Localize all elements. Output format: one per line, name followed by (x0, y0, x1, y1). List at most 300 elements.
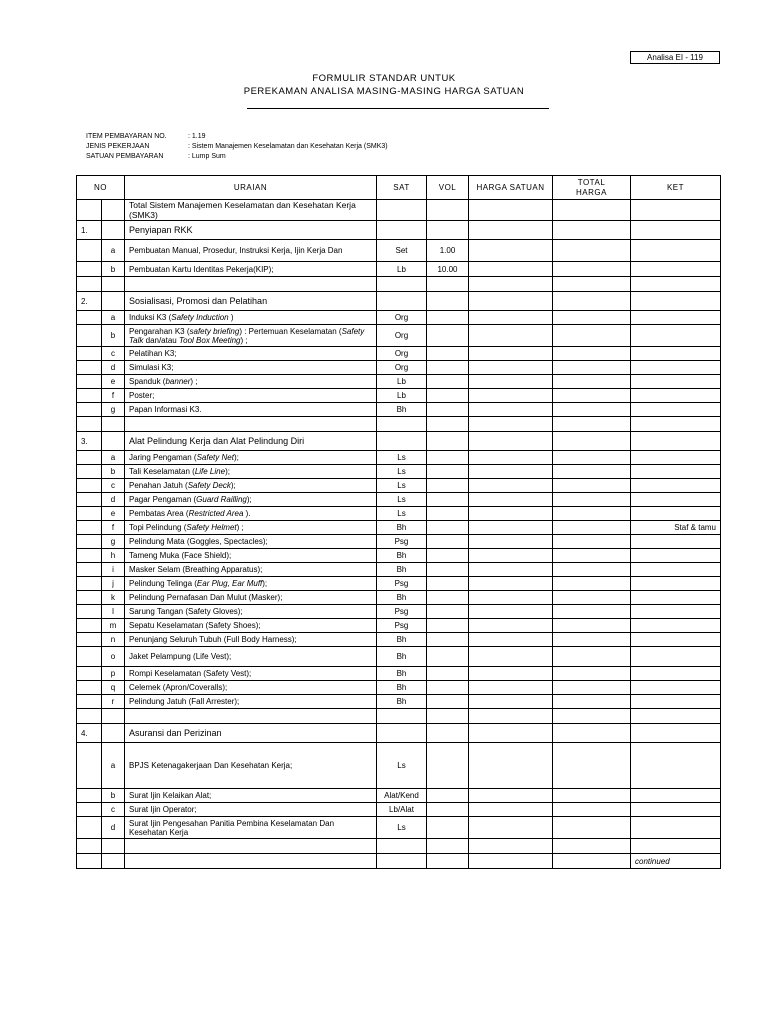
cell-total (553, 240, 631, 262)
cell-harga (469, 240, 553, 262)
cell-ket (631, 681, 721, 695)
cell-vol (427, 507, 469, 521)
table-row (77, 347, 721, 361)
cell-ket (631, 479, 721, 493)
cell-sat (377, 839, 427, 854)
cell-ket (631, 633, 721, 647)
cell-vol (427, 200, 469, 221)
cell-harga (469, 347, 553, 361)
cell-harga (469, 521, 553, 535)
cell-harga (469, 647, 553, 667)
table-row (77, 277, 721, 292)
cell-ket (631, 292, 721, 311)
table-row (77, 451, 721, 465)
cell-ket (631, 724, 721, 743)
cell-sat: Org (377, 347, 427, 361)
cell-sat: Org (377, 361, 427, 375)
analysis-table (76, 175, 721, 869)
cell-vol (427, 577, 469, 591)
cell-vol (427, 667, 469, 681)
table-row (77, 743, 721, 789)
cell-sub: b (102, 325, 125, 347)
cell-sub: r (102, 695, 125, 709)
cell-no (77, 563, 102, 577)
cell-sub: l (102, 605, 125, 619)
cell-sat: Ls (377, 743, 427, 789)
col-vol: VOL (427, 176, 469, 200)
meta-value: : 1.19 (188, 133, 206, 140)
cell-sat: Psg (377, 577, 427, 591)
cell-total (553, 709, 631, 724)
table-row (77, 521, 721, 535)
cell-ket (631, 743, 721, 789)
cell-total (553, 493, 631, 507)
cell-no (77, 200, 102, 221)
table-row (77, 311, 721, 325)
cell-sat: Bh (377, 563, 427, 577)
cell-no (77, 619, 102, 633)
cell-sat: Lb (377, 262, 427, 277)
cell-uraian: Pelatihan K3; (125, 347, 377, 361)
col-total: TOTAL HARGA (553, 176, 631, 200)
form-title: FORMULIR STANDAR UNTUK (312, 73, 456, 84)
cell-total (553, 262, 631, 277)
cell-sub: c (102, 803, 125, 817)
table-row (77, 507, 721, 521)
cell-sat (377, 854, 427, 869)
table-row (77, 200, 721, 221)
table-row (77, 633, 721, 647)
cell-harga (469, 695, 553, 709)
cell-harga (469, 577, 553, 591)
cell-total (553, 403, 631, 417)
cell-uraian: Sepatu Keselamatan (Safety Shoes); (125, 619, 377, 633)
cell-sat: Bh (377, 695, 427, 709)
cell-sat: Ls (377, 493, 427, 507)
cell-harga (469, 817, 553, 839)
cell-ket (631, 200, 721, 221)
cell-total (553, 591, 631, 605)
cell-uraian: Alat Pelindung Kerja dan Alat Pelindung Diri (125, 432, 377, 451)
cell-sub: d (102, 493, 125, 507)
cell-sat: Ls (377, 479, 427, 493)
cell-ket (631, 361, 721, 375)
cell-total (553, 647, 631, 667)
cell-sat (377, 221, 427, 240)
cell-uraian: Penunjang Seluruh Tubuh (Full Body Harness); (125, 633, 377, 647)
cell-total (553, 695, 631, 709)
cell-vol (427, 347, 469, 361)
cell-total (553, 743, 631, 789)
cell-total (553, 839, 631, 854)
cell-harga (469, 361, 553, 375)
table-row (77, 292, 721, 311)
cell-ket (631, 695, 721, 709)
cell-ket (631, 325, 721, 347)
cell-sat: Bh (377, 591, 427, 605)
cell-harga (469, 535, 553, 549)
cell-sat: Lb (377, 389, 427, 403)
cell-total (553, 667, 631, 681)
cell-no (77, 839, 102, 854)
cell-vol (427, 451, 469, 465)
cell-uraian: Topi Pelindung (Safety Helmet) ; (125, 521, 377, 535)
cell-total (553, 563, 631, 577)
table-row (77, 262, 721, 277)
cell-vol: 1.00 (427, 240, 469, 262)
cell-no (77, 240, 102, 262)
cell-sat: Bh (377, 667, 427, 681)
cell-harga (469, 724, 553, 743)
cell-sub: b (102, 262, 125, 277)
cell-sub: b (102, 465, 125, 479)
cell-harga (469, 432, 553, 451)
table-row (77, 240, 721, 262)
cell-harga (469, 221, 553, 240)
cell-harga (469, 789, 553, 803)
cell-uraian (125, 839, 377, 854)
cell-sat (377, 432, 427, 451)
table-row (77, 563, 721, 577)
cell-ket (631, 577, 721, 591)
cell-total (553, 577, 631, 591)
cell-sub (102, 417, 125, 432)
cell-no (77, 647, 102, 667)
cell-ket: Staf & tamu (631, 521, 721, 535)
cell-sub (102, 839, 125, 854)
cell-no (77, 577, 102, 591)
cell-sat (377, 277, 427, 292)
cell-harga (469, 743, 553, 789)
cell-uraian: Rompi Keselamatan (Safety Vest); (125, 667, 377, 681)
cell-vol (427, 605, 469, 619)
cell-total (553, 549, 631, 563)
cell-vol (427, 817, 469, 839)
cell-no (77, 325, 102, 347)
table-row (77, 839, 721, 854)
cell-total (553, 277, 631, 292)
cell-harga (469, 549, 553, 563)
cell-vol (427, 724, 469, 743)
cell-total (553, 347, 631, 361)
col-ket: KET (631, 176, 721, 200)
cell-total (553, 605, 631, 619)
cell-no (77, 709, 102, 724)
cell-sat: Lb (377, 375, 427, 389)
cell-no (77, 403, 102, 417)
cell-total (553, 389, 631, 403)
cell-sub: g (102, 403, 125, 417)
cell-uraian: Penahan Jatuh (Safety Deck); (125, 479, 377, 493)
cell-harga (469, 262, 553, 277)
cell-uraian: Pembuatan Kartu Identitas Pekerja(KIP); (125, 262, 377, 277)
cell-total (553, 361, 631, 375)
cell-sat: Ls (377, 451, 427, 465)
meta-label: SATUAN PEMBAYARAN (86, 153, 164, 160)
cell-ket (631, 221, 721, 240)
cell-ket (631, 839, 721, 854)
cell-harga (469, 839, 553, 854)
cell-sub: a (102, 311, 125, 325)
table-row (77, 493, 721, 507)
cell-ket (631, 465, 721, 479)
cell-ket (631, 803, 721, 817)
cell-ket (631, 709, 721, 724)
cell-harga (469, 667, 553, 681)
table-row (77, 221, 721, 240)
cell-sat: Alat/Kend (377, 789, 427, 803)
cell-no (77, 681, 102, 695)
cell-harga (469, 803, 553, 817)
cell-sat: Org (377, 325, 427, 347)
cell-total (553, 292, 631, 311)
cell-vol (427, 709, 469, 724)
table-row (77, 724, 721, 743)
cell-no (77, 389, 102, 403)
table-row (77, 389, 721, 403)
cell-vol (427, 403, 469, 417)
cell-harga (469, 681, 553, 695)
col-uraian: URAIAN (125, 176, 377, 200)
table-row (77, 681, 721, 695)
cell-sub: e (102, 375, 125, 389)
cell-ket (631, 432, 721, 451)
cell-sub (102, 432, 125, 451)
cell-no (77, 591, 102, 605)
cell-no: 4. (77, 724, 102, 743)
cell-harga (469, 277, 553, 292)
table-row (77, 577, 721, 591)
cell-sub: e (102, 507, 125, 521)
cell-sub: d (102, 361, 125, 375)
cell-vol (427, 361, 469, 375)
cell-uraian: Pelindung Jatuh (Fall Arrester); (125, 695, 377, 709)
cell-vol (427, 563, 469, 577)
cell-uraian (125, 417, 377, 432)
cell-uraian: Sosialisasi, Promosi dan Pelatihan (125, 292, 377, 311)
cell-total (553, 311, 631, 325)
cell-uraian: Pengarahan K3 (safety briefing) : Pertemuan Keselamatan (Safety Talk dan/atau Tool Box Meeting) ; (125, 325, 377, 347)
cell-uraian: BPJS Ketenagakerjaan Dan Kesehatan Kerja; (125, 743, 377, 789)
cell-no (77, 743, 102, 789)
meta-label: ITEM PEMBAYARAN NO. (86, 133, 167, 140)
cell-vol (427, 277, 469, 292)
cell-sat: Ls (377, 507, 427, 521)
cell-uraian: Sarung Tangan (Safety Gloves); (125, 605, 377, 619)
cell-ket (631, 493, 721, 507)
cell-sub (102, 292, 125, 311)
table-row (77, 695, 721, 709)
cell-uraian: Penyiapan RKK (125, 221, 377, 240)
cell-no (77, 667, 102, 681)
cell-uraian: Tameng Muka (Face Shield); (125, 549, 377, 563)
cell-vol: 10.00 (427, 262, 469, 277)
cell-vol (427, 619, 469, 633)
cell-sub (102, 709, 125, 724)
cell-no (77, 493, 102, 507)
cell-uraian: Tali Keselamatan (Life Line); (125, 465, 377, 479)
cell-sat: Bh (377, 633, 427, 647)
cell-vol (427, 465, 469, 479)
cell-sub: k (102, 591, 125, 605)
cell-harga (469, 311, 553, 325)
cell-uraian: Surat Ijin Pengesahan Panitia Pembina Keselamatan Dan Kesehatan Kerja (125, 817, 377, 839)
cell-harga (469, 591, 553, 605)
cell-no (77, 262, 102, 277)
cell-total (553, 724, 631, 743)
cell-harga (469, 605, 553, 619)
cell-sat: Lb/Alat (377, 803, 427, 817)
cell-sub (102, 221, 125, 240)
cell-sub: c (102, 479, 125, 493)
cell-harga (469, 493, 553, 507)
cell-vol (427, 311, 469, 325)
cell-total (553, 633, 631, 647)
table-row (77, 432, 721, 451)
cell-ket (631, 563, 721, 577)
cell-sub: o (102, 647, 125, 667)
meta-row-jenis (86, 142, 388, 152)
cell-uraian: Celemek (Apron/Coveralls); (125, 681, 377, 695)
table-row (77, 325, 721, 347)
cell-uraian: Pembatas Area (Restricted Area ). (125, 507, 377, 521)
cell-sat (377, 200, 427, 221)
cell-vol (427, 803, 469, 817)
meta-row-item (86, 132, 206, 142)
cell-sub: a (102, 451, 125, 465)
table-row (77, 375, 721, 389)
cell-total (553, 432, 631, 451)
cell-sat: Bh (377, 403, 427, 417)
cell-uraian: Masker Selam (Breathing Apparatus); (125, 563, 377, 577)
cell-vol (427, 743, 469, 789)
cell-sub (102, 724, 125, 743)
cell-ket (631, 417, 721, 432)
cell-uraian: Pelindung Telinga (Ear Plug, Ear Muff); (125, 577, 377, 591)
cell-vol (427, 292, 469, 311)
cell-no (77, 605, 102, 619)
cell-harga (469, 325, 553, 347)
cell-uraian: Pelindung Pernafasan Dan Mulut (Masker); (125, 591, 377, 605)
table-row (77, 465, 721, 479)
cell-total (553, 789, 631, 803)
cell-harga (469, 292, 553, 311)
cell-no: 2. (77, 292, 102, 311)
cell-sat (377, 417, 427, 432)
cell-uraian: Simulasi K3; (125, 361, 377, 375)
cell-vol (427, 681, 469, 695)
table-row (77, 667, 721, 681)
table-row (77, 479, 721, 493)
cell-vol (427, 591, 469, 605)
cell-uraian: Jaket Pelampung (Life Vest); (125, 647, 377, 667)
cell-sat (377, 709, 427, 724)
cell-ket (631, 789, 721, 803)
table-body (77, 200, 721, 869)
cell-ket (631, 347, 721, 361)
cell-ket (631, 535, 721, 549)
cell-no (77, 521, 102, 535)
cell-harga (469, 854, 553, 869)
meta-value: : Lump Sum (188, 153, 226, 160)
cell-uraian: Poster; (125, 389, 377, 403)
cell-sub (102, 277, 125, 292)
cell-sub: g (102, 535, 125, 549)
cell-total (553, 465, 631, 479)
cell-no (77, 451, 102, 465)
cell-no (77, 479, 102, 493)
cell-uraian (125, 854, 377, 869)
cell-sub: h (102, 549, 125, 563)
cell-no: 1. (77, 221, 102, 240)
cell-uraian (125, 709, 377, 724)
cell-sub: f (102, 521, 125, 535)
cell-sat: Bh (377, 681, 427, 695)
table-row (77, 591, 721, 605)
cell-no (77, 854, 102, 869)
col-sat: SAT (377, 176, 427, 200)
cell-ket (631, 591, 721, 605)
cell-sat (377, 724, 427, 743)
cell-sub: m (102, 619, 125, 633)
cell-ket (631, 262, 721, 277)
cell-no (77, 465, 102, 479)
meta-label: JENIS PEKERJAAN (86, 143, 150, 150)
cell-ket (631, 403, 721, 417)
title-underline (247, 108, 549, 109)
table-row (77, 854, 721, 869)
cell-no (77, 633, 102, 647)
cell-uraian: Total Sistem Manajemen Keselamatan dan Kesehatan Kerja (SMK3) (125, 200, 377, 221)
cell-vol (427, 647, 469, 667)
cell-ket (631, 647, 721, 667)
cell-ket (631, 311, 721, 325)
cell-sat: Psg (377, 605, 427, 619)
cell-sat: Set (377, 240, 427, 262)
table-row (77, 605, 721, 619)
cell-harga (469, 200, 553, 221)
table-row (77, 789, 721, 803)
cell-no (77, 417, 102, 432)
cell-vol (427, 633, 469, 647)
table-row (77, 803, 721, 817)
cell-vol (427, 325, 469, 347)
cell-harga (469, 507, 553, 521)
cell-sat: Psg (377, 619, 427, 633)
cell-no (77, 277, 102, 292)
cell-harga (469, 633, 553, 647)
cell-ket: continued (631, 854, 721, 869)
meta-row-satuan (86, 152, 226, 162)
cell-vol (427, 839, 469, 854)
cell-vol (427, 221, 469, 240)
cell-harga (469, 389, 553, 403)
cell-vol (427, 389, 469, 403)
cell-total (553, 507, 631, 521)
cell-total (553, 221, 631, 240)
cell-ket (631, 389, 721, 403)
cell-ket (631, 817, 721, 839)
cell-ket (631, 667, 721, 681)
cell-total (553, 619, 631, 633)
cell-sat: Bh (377, 521, 427, 535)
cell-ket (631, 277, 721, 292)
cell-vol (427, 535, 469, 549)
cell-harga (469, 465, 553, 479)
cell-uraian: Asuransi dan Perizinan (125, 724, 377, 743)
cell-ket (631, 240, 721, 262)
cell-harga (469, 479, 553, 493)
